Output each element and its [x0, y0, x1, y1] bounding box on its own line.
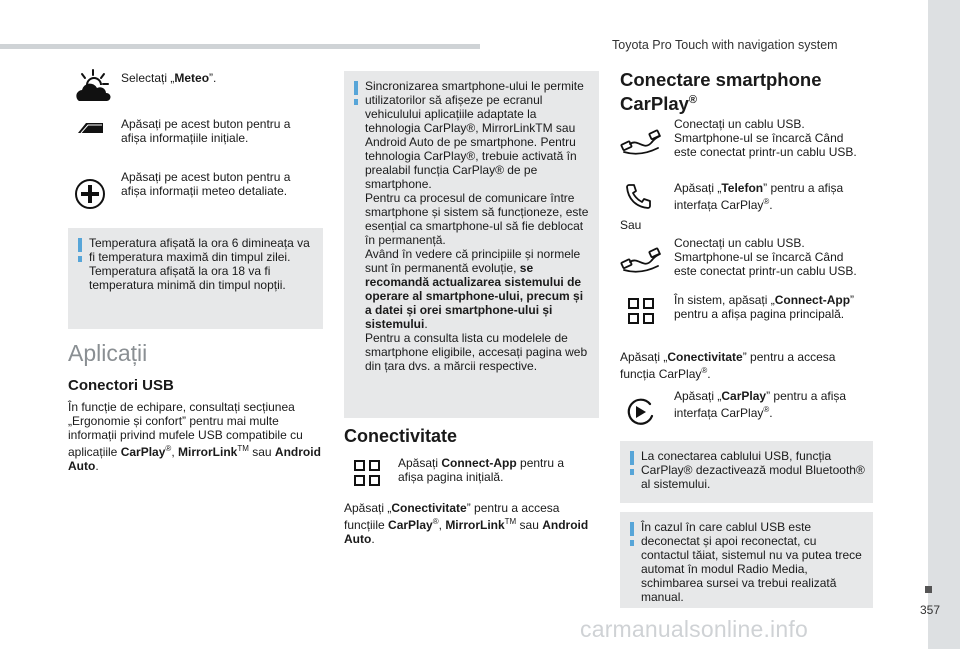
carplay-heading: Conectare smartphone CarPlay®: [620, 69, 822, 115]
note-sync: [344, 71, 599, 418]
connect-app-icon[interactable]: [628, 298, 654, 324]
note-accent-dot: [630, 540, 634, 546]
note-accent-dot: [78, 256, 82, 262]
initial-info-text: Apăsați pe acest buton pentru a afișa informațiile inițiale.: [121, 117, 291, 145]
carplay-icon[interactable]: [624, 396, 656, 428]
connectivity-text: Apăsați „Conectivitate” pentru a accesa funcțiile CarPlay®, MirrorLink™ sau Android Auto.: [344, 501, 589, 546]
note-radio: [620, 512, 873, 608]
note-temperature-text: Temperatura afișată la ora 6 dimineața va fi temperatura maximă din timpul zilei. Temperatura afișată la ora 18 va fi temperatura minimă din timpul nopții.: [89, 236, 310, 292]
telefon-icon[interactable]: [623, 182, 653, 210]
note-bluetooth: [620, 441, 873, 503]
note-radio-text: În cazul în care cablul USB este deconectat și apoi reconectat, cu contactul tăiat, sistemul nu va putea trece automat în modul Radio Media, schimbarea sursei va trebui realizată manual.: [641, 520, 862, 604]
connect-app-text-3: În sistem, apăsați „Connect-App” pentru a afișa pagina principală.: [674, 293, 855, 321]
header-rule: [0, 44, 480, 49]
page-number: 357: [919, 603, 941, 617]
usb-heading: Conectori USB: [68, 377, 174, 394]
usb-connect-text-2: Conectați un cablu USB. Smartphone-ul se încarcă Când este conectat printr-un cablu USB.: [674, 236, 857, 278]
connect-app-text: Apăsați Connect-App pentru a afișa pagina inițială.: [398, 456, 565, 484]
watermark: carmanualsonline.info: [580, 616, 808, 642]
header-title: Toyota Pro Touch with navigation system: [612, 38, 838, 52]
apps-heading: Aplicații: [68, 340, 148, 366]
connect-app-icon[interactable]: [354, 460, 380, 486]
note-accent: [354, 81, 358, 95]
sau-label: Sau: [620, 218, 642, 232]
weather-icon: [73, 68, 113, 104]
plus-circle-icon[interactable]: [74, 178, 106, 210]
weather-instruction: Selectați „Meteo”.: [121, 71, 217, 85]
initial-info-icon[interactable]: [76, 122, 104, 134]
note-accent: [630, 451, 634, 465]
usb-text: În funcție de echipare, consultați secțiunea „Ergonomie și confort” pentru mai multe informații privind mufele USB compatibile cu aplicațiile CarPlay®, MirrorLink™ sau Android Auto.: [68, 400, 321, 473]
side-tab: [928, 0, 960, 649]
usb-connect-text-1: Conectați un cablu USB. Smartphone-ul se încarcă Când este conectat printr-un cablu USB.: [674, 117, 857, 159]
note-sync-text: Sincronizarea smartphone-ului le permite utilizatorilor să afișeze pe ecranul vehiculului aplicațiile adaptate la tehnologia CarPlay®, MirrorLinkTM sau Android Auto de pe smartphone. Pentru tehnologia CarPlay®, trebuie activată în prealabil funcția CarPlay® de pe smartphone. Pentru ca procesul de comunicare între smartphone și sistem să funcționeze, este esențial ca smartphone-ul să fie deblocat în permanență. Având în vedere că principiile și normele sunt în permanentă evoluție, se recomandă actualizarea sistemului de operare al smartphone-ului, precum și a datei și orei smartphone-ului și sistemului. Pentru a consulta lista cu modelele de smartphone eligibile, accesați pagina web din țara dvs. a mărcii respective.: [365, 79, 589, 373]
page-marker: [925, 586, 932, 593]
usb-cable-icon: [620, 246, 662, 274]
telefon-text: Apăsați „Telefon” pentru a afișa interfața CarPlay®.: [674, 181, 844, 212]
usb-cable-icon: [620, 128, 662, 156]
note-accent: [78, 238, 82, 252]
carplay-text: Apăsați „CarPlay” pentru a afișa interfața CarPlay®.: [674, 389, 847, 420]
note-accent: [630, 522, 634, 536]
connectivity-heading: Conectivitate: [344, 426, 458, 446]
note-accent-dot: [630, 469, 634, 475]
note-temperature: [68, 228, 323, 329]
note-bluetooth-text: La conectarea cablului USB, funcția CarPlay® dezactivează modul Bluetooth® al sistemului.: [641, 449, 865, 491]
conectivitate-text: Apăsați „Conectivitate” pentru a accesa funcția CarPlay®.: [620, 350, 836, 381]
note-accent-dot: [354, 99, 358, 105]
detailed-info-text: Apăsați pe acest buton pentru a afișa informații meteo detaliate.: [121, 170, 291, 198]
